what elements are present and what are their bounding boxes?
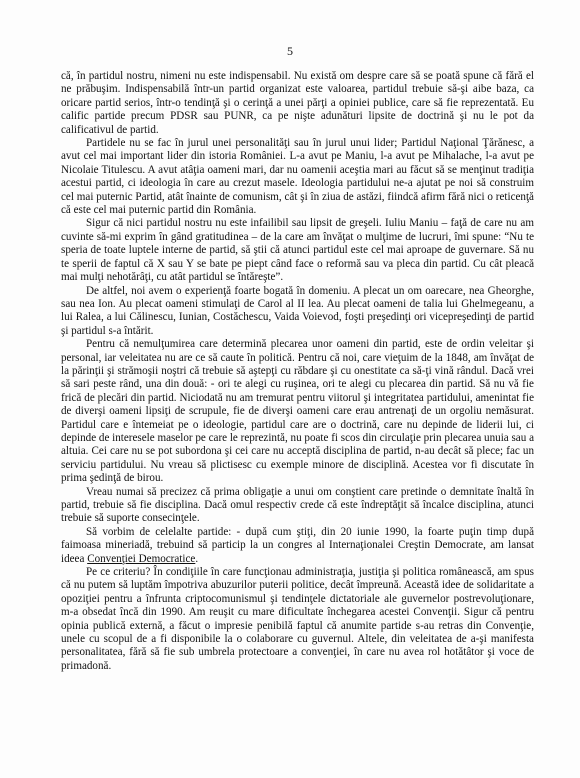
paragraph: [61, 285, 534, 339]
document-body: [61, 70, 534, 673]
paragraph-text: .: [195, 552, 199, 565]
paragraph: [61, 526, 534, 566]
paragraph-text: Să vorbim de celelalte partide: - după cum ştiţi, din 20 iunie 1990, la foarte puţin timp după faimoasa mineriadă, trebuind să particip la un congres al Internaţionalei Creştin Democrate, am lansat ideea: [61, 525, 534, 565]
paragraph: [61, 486, 534, 526]
paragraph-text: Pe ce criteriu? În condiţiile în care funcţionau administraţia, justiţia şi politica românească, am spus că nu putem să luptăm împotriva abuzurilor puterii politice, decât împreună. Această idee de solidaritate a opoziţiei pentru a înfrunta criptocomunismul şi tendinţele dictatoriale ale guvernelor postrevoluţionare, m-a obsedat încă din 1990. Am reuşit cu mare dificultate închegarea acestei Convenţii. Sigur că pentru opinia publică externă, a făcut o impresie penibilă faptul că anumite partide s-au retras din Convenţie, unele cu scopul de a fi disponibile la o colaborare cu guvernul. Altele, din veleitatea de a-şi manifesta personalitatea, fără să fie sub umbrela protectoare a convenţiei, în care nu avea rol hotătâtor şi voce de primadonă.: [61, 566, 534, 672]
paragraph-text: Pentru că nemulţumirea care determină plecarea unor oameni din partid, este de ordin veleitar şi personal, iar veleitatea nu are ce să caute în politică. Pentru că noi, care vieţuim de la 1848, am învăţat de la părinţii şi strămoşii noştri că trebuie să aştepţi cu răbdare şi cu onestitate ca să-ţi vină rândul. Dacă vrei să sari peste rând, una din două: - ori te alegi cu ruşinea, ori te alegi cu plecarea din partid. Să nu vă fie frică de plecări din partid. Niciodată nu am tremurat pentru viitorul şi integritatea partidului, amenintat fie de diverşi oameni lipsiţi de scrupule, fie de diverşi oameni care erau antrenaţi de un orgoliu nemăsurat. Partidul care e întemeiat pe o ideologie, partidul care are o doctrină, care nu depinde de liderii lui, ci depinde de interesele maselor pe care le reprezintă, nu poate fi scos din circulaţie prin plecarea unuia sau a altuia. Cei care nu se pot subordona şi cei care nu acceptă disciplina de partid, n-au decât să plece; fac un serviciu partidului. Nu vreau să plictisesc cu exemple minore de disciplină. Acestea vor fi discutate în prima şedinţă de birou.: [61, 338, 534, 485]
underlined-text: Convenţiei Democratice: [87, 552, 196, 565]
paragraph-text: De altfel, noi avem o experienţă foarte bogată în domeniu. A plecat un om oarecare, nea Gheorghe, sau nea Ion. Au plecat oameni stimulaţi de Carol al II lea. Au plecat oameni de talia lui Ghelmegeanu, a lui Ralea, a lui Călinescu, Iunian, Costăchescu, Vaida Voievod, foşti preşedinţi ori vicepreşedinţi de partid şi partidul s-a întărit.: [61, 284, 534, 337]
paragraph: [61, 137, 534, 217]
paragraph-text: că, în partidul nostru, nimeni nu este indispensabil. Nu există om despre care să se poată spune că fără el ne prăbuşim. Indispensabilă într-un partid organizat este valoarea, partidul trebuie să-şi aibe baza, ca oricare partid serios, într-o tendinţă şi o cerinţă a unei părţi a opiniei publice, care să fie reprezentată. Eu calific partide precum PDSR sau PUNR, ca pe nişte adunături lipsite de doctrină şi nu le pot da calificativul de partid.: [61, 70, 534, 136]
paragraph: [61, 70, 534, 137]
page-number: 5: [287, 44, 293, 58]
paragraph: [61, 338, 534, 485]
paragraph-text: Vreau numai să precizez că prima obligaţie a unui om conştient care pretinde o demnitate înaltă în partid, trebuie să fie disciplina. Dacă omul respectiv crede că este îndreptăţit să încalce disciplina, atunci trebuie să suporte consecinţele.: [61, 485, 534, 525]
paragraph: [61, 566, 534, 673]
paragraph-text: Sigur că nici partidul nostru nu este infailibil sau lipsit de greşeli. Iuliu Maniu – faţă de care nu am cuvinte să-mi exprim în gând gratitudinea – de la care am învăţat o mulţime de lucruri, îmi spune: “Nu te speria de toate luptele interne de partid, să ştii că atunci partidul este cel mai aproape de guvernare. Să nu te sperii de faptul că X sau Y se bate pe piept când face o reformă sau va pleca din partid. Cu cât pleacă mai mulţi nehotărâţi, cu atât partidul se întăreşte”.: [61, 217, 534, 284]
paragraph: [61, 217, 534, 284]
paragraph-text: Partidele nu se fac în jurul unei personalităţi sau în jurul unui lider; Partidul Naţional Ţărănesc, a avut cel mai important lider din istoria României. L-a avut pe Maniu, l-a avut pe Mihalache, l-a avut pe Nicolaie Titulescu. A avut atâţia oameni mari, dar nu oamenii aceştia mari au făcut să se menţinut tradiţia acestui partid, ci ideologia în care au crezut masele. Ideologia partidului ne-a ajutat pe noi să construim cel mai puternic Partid, atât înainte de comunism, cât şi în ziua de astăzi, fiindcă afirm fără nici o reticenţă că este cel mai puternic partid din România.: [61, 137, 534, 217]
